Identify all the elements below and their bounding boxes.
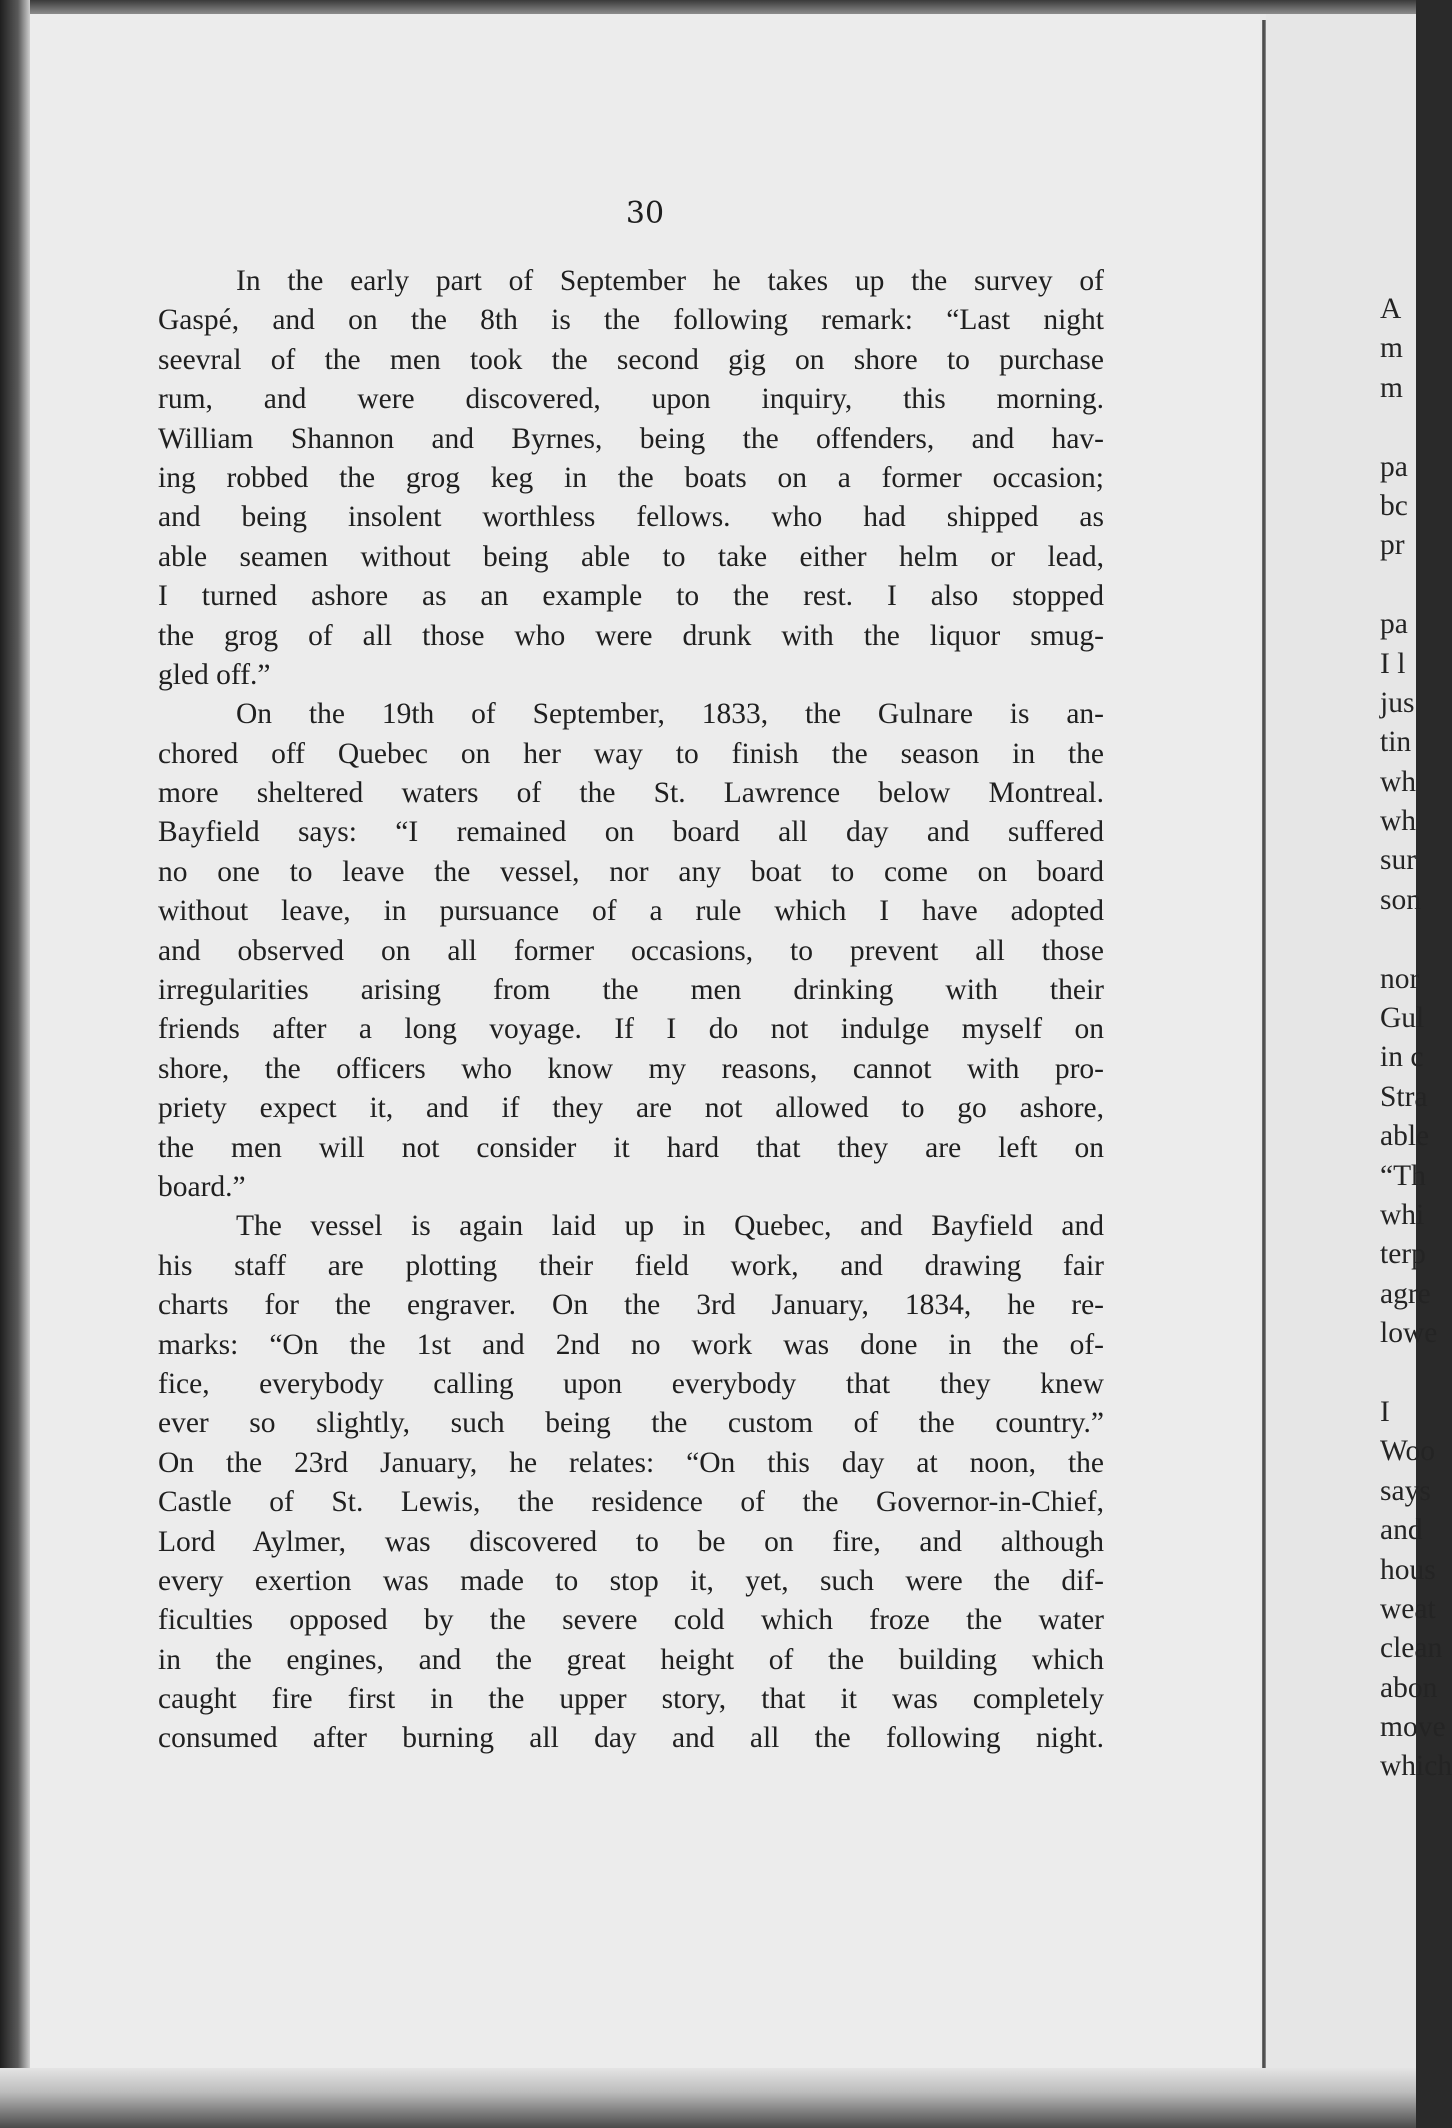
facing-page-fragment: wh xyxy=(1380,805,1417,838)
facing-page-fragment: lowe xyxy=(1380,1317,1438,1350)
text-line: ficulties opposed by the severe cold which froze the water xyxy=(158,1604,1104,1637)
facing-page-text-fragments xyxy=(1380,290,1452,1787)
text-line: shore, the officers who know my reasons, cannot with pro- xyxy=(158,1052,1104,1085)
facing-page-fragment xyxy=(1380,408,1440,447)
facing-page-fragment: move xyxy=(1380,1711,1446,1744)
text-line: irregularities arising from the men drinking with their xyxy=(158,974,1104,1007)
text-line: priety expect it, and if they are not allowed to go ashore, xyxy=(158,1092,1104,1125)
facing-page-fragment: jus xyxy=(1380,686,1415,719)
text-line: ever so slightly, such being the custom of the country.” xyxy=(158,1407,1104,1440)
text-line: gled off.” xyxy=(158,658,271,691)
text-line: On the 19th of September, 1833, the Gulnare is an- xyxy=(236,698,1104,731)
scan-left-edge xyxy=(0,0,30,2128)
facing-page-fragment: pa xyxy=(1380,608,1408,641)
facing-page-fragment: Stra xyxy=(1380,1080,1428,1113)
facing-page-fragment xyxy=(1380,920,1440,959)
text-line: board.” xyxy=(158,1170,246,1203)
facing-page-fragment: Woo xyxy=(1380,1435,1435,1468)
text-line: charts for the engraver. On the 3rd January, 1834, he re- xyxy=(158,1289,1104,1322)
text-line: in the engines, and the great height of the building which xyxy=(158,1643,1104,1676)
facing-page-fragment xyxy=(1380,1354,1440,1393)
page-body-text xyxy=(158,262,1104,1759)
text-line: the men will not consider it hard that they are left on xyxy=(158,1131,1104,1164)
text-line: marks: “On the 1st and 2nd no work was done in the of- xyxy=(158,1328,1104,1361)
text-line: fice, everybody calling upon everybody that they knew xyxy=(158,1367,1104,1400)
text-line: Lord Aylmer, was discovered to be on fire, and although xyxy=(158,1525,1104,1558)
text-line: and being insolent worthless fellows. who had shipped as xyxy=(158,501,1104,534)
text-line: without leave, in pursuance of a rule which I have adopted xyxy=(158,895,1104,928)
facing-page-fragment: bc xyxy=(1380,489,1408,522)
text-line: his staff are plotting their field work, and drawing fair xyxy=(158,1249,1104,1282)
text-line: The vessel is again laid up in Quebec, and Bayfield and xyxy=(236,1210,1104,1243)
facing-page-fragment: wh xyxy=(1380,765,1417,798)
facing-page-fragment: A xyxy=(1380,293,1402,325)
text-line: William Shannon and Byrnes, being the offenders, and hav- xyxy=(158,422,1104,455)
page-number: 30 xyxy=(625,196,665,231)
text-line: caught fire first in the upper story, that it was completely xyxy=(158,1683,1104,1716)
text-line: In the early part of September he takes up the survey of xyxy=(236,265,1104,297)
facing-page-fragment: “Th xyxy=(1380,1159,1426,1192)
book-gutter xyxy=(1262,20,1266,2100)
text-line: Gaspé, and on the 8th is the following remark: “Last night xyxy=(158,304,1104,337)
text-line: the grog of all those who were drunk with the liquor smug- xyxy=(158,619,1104,652)
facing-page-fragment: in c xyxy=(1380,1041,1424,1074)
facing-page-fragment: sur xyxy=(1380,844,1417,877)
facing-page-fragment: weat xyxy=(1380,1592,1436,1625)
facing-page-fragment: I l xyxy=(1380,647,1406,680)
text-line: seevral of the men took the second gig on shore to purchase xyxy=(158,343,1104,376)
text-line: every exertion was made to stop it, yet, such were the dif- xyxy=(158,1564,1104,1597)
facing-page-fragment: I xyxy=(1380,1395,1390,1428)
text-line: more sheltered waters of the St. Lawrence below Montreal. xyxy=(158,777,1104,810)
facing-page-fragment: son xyxy=(1380,883,1421,916)
facing-page-fragment: and xyxy=(1380,1514,1423,1547)
facing-page-fragment: m xyxy=(1380,371,1403,404)
text-line: consumed after burning all day and all the following night. xyxy=(158,1722,1104,1755)
text-line: no one to leave the vessel, nor any boat to come on board xyxy=(158,855,1104,888)
text-line: On the 23rd January, he relates: “On this day at noon, the xyxy=(158,1446,1104,1479)
text-line: and observed on all former occasions, to prevent all those xyxy=(158,934,1104,967)
facing-page-fragment: terp xyxy=(1380,1238,1426,1271)
text-line: I turned ashore as an example to the rest. I also stopped xyxy=(158,580,1104,613)
facing-page-fragment: m xyxy=(1380,332,1403,365)
facing-page-fragment: agre xyxy=(1380,1277,1431,1310)
text-line: Castle of St. Lewis, the residence of the Governor-in-Chief, xyxy=(158,1486,1104,1519)
facing-page-fragment: whi xyxy=(1380,1198,1425,1231)
facing-page-fragment: pa xyxy=(1380,450,1408,483)
facing-page-fragment: which xyxy=(1380,1750,1452,1783)
facing-page-fragment: tin xyxy=(1380,726,1412,759)
facing-page-fragment: hous xyxy=(1380,1553,1436,1586)
facing-page-fragment: abon xyxy=(1380,1671,1438,1704)
text-line: friends after a long voyage. If I do not indulge myself on xyxy=(158,1013,1104,1046)
scan-bottom-edge xyxy=(0,2068,1416,2128)
facing-page-fragment: able xyxy=(1380,1120,1430,1153)
text-line: Bayfield says: “I remained on board all day and suffered xyxy=(158,816,1104,849)
scan-top-edge xyxy=(0,0,1416,14)
facing-page-fragment: says xyxy=(1380,1474,1431,1507)
facing-page-fragment: clean xyxy=(1380,1632,1443,1665)
facing-page-fragment: Gul xyxy=(1380,1002,1425,1035)
text-line: chored off Quebec on her way to finish the season in the xyxy=(158,737,1104,770)
text-line: ing robbed the grog keg in the boats on a former occasion; xyxy=(158,461,1104,494)
text-line: able seamen without being able to take either helm or lead, xyxy=(158,540,1104,573)
facing-page-fragment: nor xyxy=(1380,962,1420,995)
facing-page-fragment: pr xyxy=(1380,529,1405,562)
text-line: rum, and were discovered, upon inquiry, this morning. xyxy=(158,383,1104,416)
facing-page-fragment xyxy=(1380,566,1440,605)
